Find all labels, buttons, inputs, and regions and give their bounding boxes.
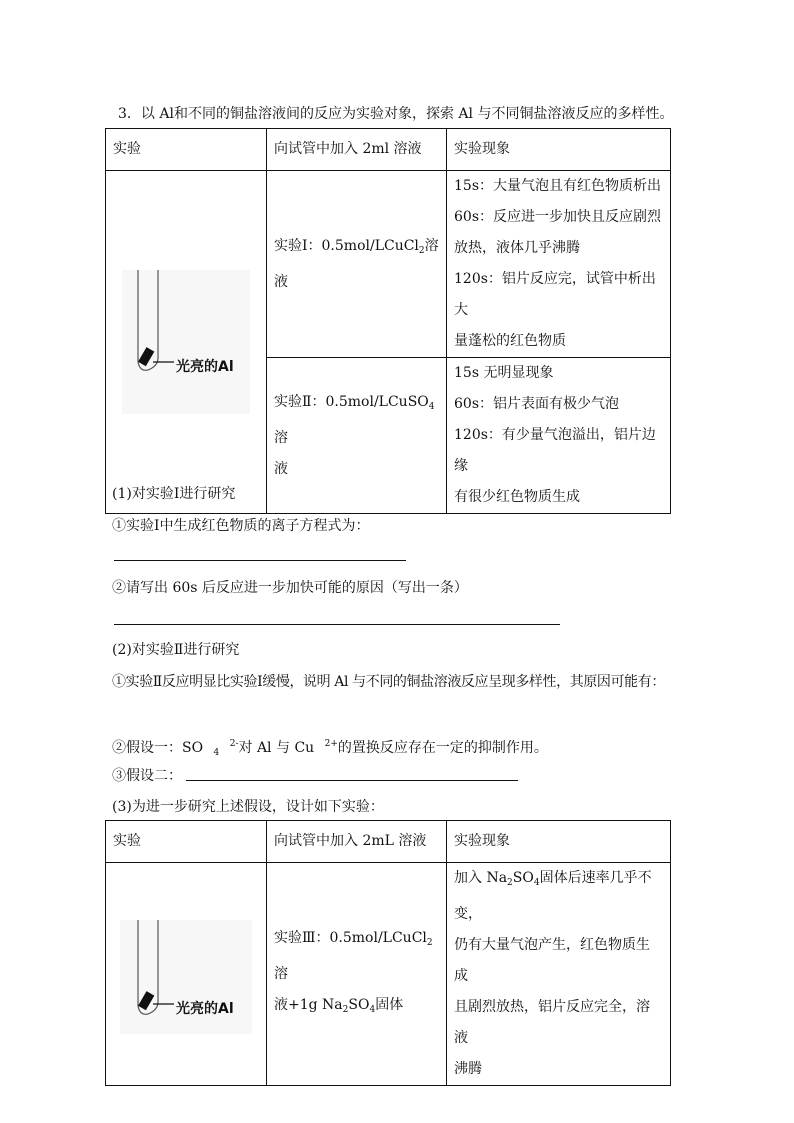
header-experiment: 实验 — [106, 129, 267, 171]
answer-blank-3[interactable] — [186, 780, 518, 781]
answer-blank-1[interactable] — [114, 560, 406, 561]
reagent-1-text-b: 溶 — [424, 237, 439, 254]
part2-question-1: ①实验Ⅱ反应明显比实验Ⅰ缓慢，说明 Al 与不同的铜盐溶液反应呈现多样性，其原因可能有： — [112, 674, 665, 690]
part2-question-2 — [112, 734, 548, 763]
experiment-table-2 — [105, 820, 671, 1086]
observation-3-subscript: 2 — [507, 878, 513, 888]
part2-question-3: ③假设二： — [112, 768, 182, 784]
observation-line: 且剧烈放热，铝片反应完全，溶液 — [454, 999, 650, 1046]
part3-title: (3)为进一步研究上述假设，设计如下实验： — [112, 799, 384, 815]
observation-line: 15s：大量气泡且有红色物质析出 — [454, 178, 661, 194]
reagent-2-subscript: 4 — [428, 401, 435, 412]
test-tube-figure — [116, 266, 256, 418]
experiment-table-1 — [105, 128, 671, 514]
part2-title: (2)对实验Ⅱ进行研究 — [112, 642, 240, 658]
reagent-1-text-c: 液 — [274, 273, 288, 290]
part1-question-2: ②请写出 60s 后反应进一步加快可能的原因（写出一条） — [112, 580, 468, 596]
answer-blank-2[interactable] — [114, 624, 560, 625]
figure-cell — [106, 171, 267, 514]
observation-line: 120s：铝片反应完，试管中析出大 — [454, 271, 656, 318]
reagent-2-text: 实验Ⅱ：0.5mol/LCuSO — [274, 393, 429, 410]
header-reagent: 向试管中加入 2mL 溶液 — [267, 821, 447, 863]
reagent-2-text-b: 溶 — [274, 429, 288, 446]
table-row — [106, 863, 671, 1086]
question-intro-text: 以 Al和不同的铜盐溶液间的反应为实验对象，探索 Al 与不同铜盐溶液反应的多样性。 — [140, 106, 674, 122]
reagent-cell-3 — [267, 863, 447, 1086]
observation-line: 60s：反应进一步加快且反应剧烈 — [454, 209, 661, 225]
question-number: 3． — [118, 106, 141, 122]
reagent-3-text-e: 固体 — [375, 996, 404, 1013]
header-experiment: 实验 — [106, 821, 267, 863]
hypothesis-1-text-b: 对 Al 与 Cu — [238, 740, 315, 756]
sulfate-subscript: 4 — [213, 748, 220, 758]
reagent-cell-2 — [267, 358, 447, 514]
reagent-1-subscript: 2 — [418, 245, 425, 256]
reagent-3-subscript-2: 2 — [342, 1004, 349, 1015]
table-header-row — [106, 129, 671, 171]
reagent-1-text: 实验Ⅰ：0.5mol/LCuCl — [274, 237, 419, 254]
observation-cell-1 — [447, 171, 671, 358]
observation-line: 仍有大量气泡产生，红色物质生成 — [454, 937, 650, 984]
sulfate-charge: 2- — [229, 739, 239, 749]
reagent-3-text-b: 溶 — [274, 965, 288, 982]
reagent-3-text: 实验Ⅲ：0.5mol/LCuCl — [274, 929, 427, 946]
question-intro — [118, 104, 673, 124]
observation-line: 放热，液体几乎沸腾 — [454, 240, 580, 256]
observation-3-text-a: 加入 Na — [454, 870, 508, 886]
observation-cell-2 — [447, 358, 671, 514]
hypothesis-1-text-c: 的置换反应存在一定的抑制作用。 — [337, 740, 548, 756]
reagent-3-text-d: SO — [348, 996, 370, 1013]
observation-3-text-c: 固体后速率几乎不变， — [454, 870, 652, 922]
figure-label: 光亮的Al — [176, 359, 234, 375]
reagent-2-text-c: 液 — [274, 460, 288, 477]
observation-line: 有很少红色物质生成 — [454, 489, 580, 505]
reagent-3-subscript: 2 — [426, 937, 433, 948]
observation-line: 60s：铝片表面有极少气泡 — [454, 396, 619, 412]
figure-label: 光亮的Al — [176, 1000, 234, 1017]
observation-line — [454, 863, 663, 930]
reagent-cell-1 — [267, 171, 447, 358]
test-tube-figure — [116, 912, 256, 1037]
hypothesis-1-text: ②假设一：SO — [112, 740, 204, 756]
header-observation: 实验现象 — [447, 129, 671, 171]
test-tube-diagram — [116, 266, 256, 418]
table-row — [106, 171, 671, 358]
figure-cell — [106, 863, 267, 1086]
observation-3-text-b: SO — [512, 870, 534, 886]
observation-line: 量蓬松的红色物质 — [454, 333, 566, 349]
table-header-row — [106, 821, 671, 863]
header-observation: 实验现象 — [447, 821, 671, 863]
reagent-3-text-c: 液+1g Na — [274, 996, 343, 1013]
header-reagent: 向试管中加入 2ml 溶液 — [267, 129, 447, 171]
observation-cell-3 — [447, 863, 671, 1086]
observation-line: 120s：有少量气泡溢出，铝片边缘 — [454, 427, 656, 474]
part1-question-1: ①实验Ⅰ中生成红色物质的离子方程式为： — [112, 518, 370, 534]
observation-line: 沸腾 — [454, 1061, 482, 1077]
copper-charge: 2+ — [324, 739, 338, 749]
observation-line: 15s 无明显现象 — [454, 365, 554, 381]
part1-title: (1)对实验Ⅰ进行研究 — [112, 486, 236, 502]
observation-3-subscript-2: 4 — [533, 878, 540, 888]
reagent-3-subscript-3: 4 — [369, 1004, 376, 1015]
